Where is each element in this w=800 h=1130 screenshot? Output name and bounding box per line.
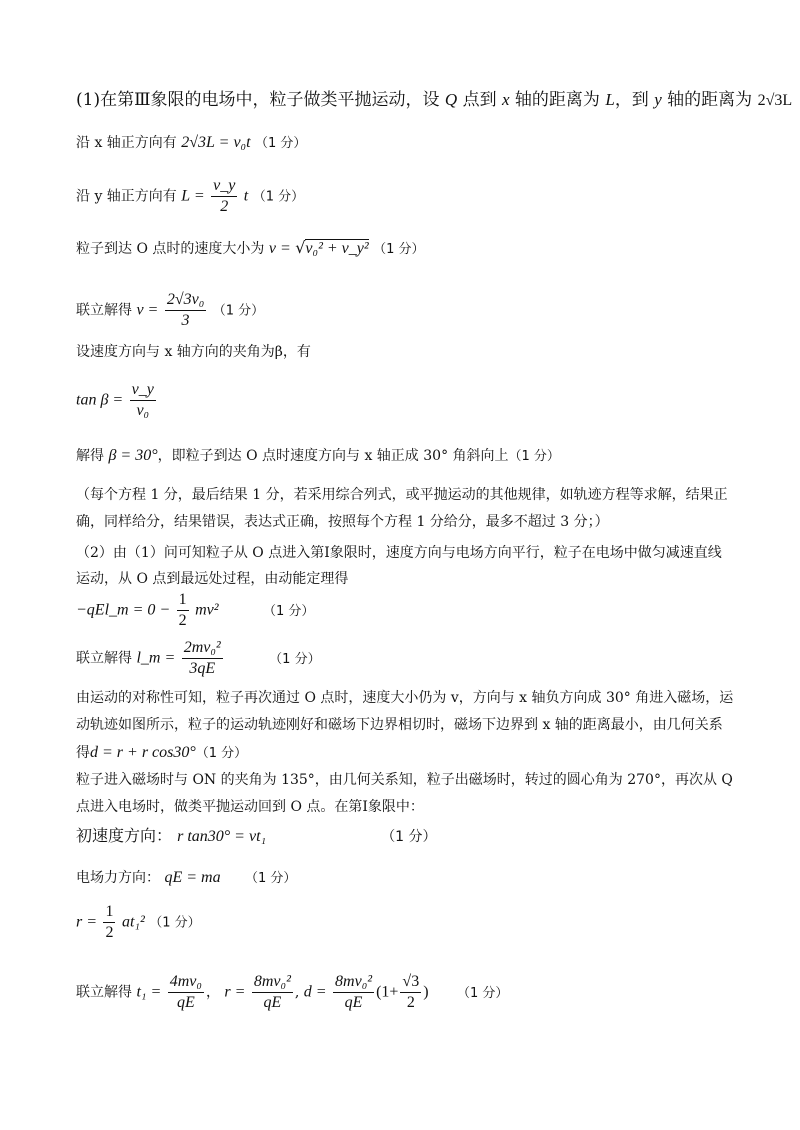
score-label: （1 分）	[195, 746, 248, 761]
equation: t	[243, 187, 249, 205]
numerator: v_y	[211, 176, 237, 197]
score-label: （1 分）	[212, 303, 265, 319]
line-19	[76, 868, 296, 889]
equation: qE = ma	[164, 869, 221, 886]
radical-sign: √	[295, 238, 306, 257]
text: (1)在第Ⅲ象限的电场中，粒子做类平抛运动，设	[76, 90, 445, 110]
equation: 2√3L = v₀t	[181, 134, 251, 151]
equation: 2√3L	[757, 92, 793, 109]
line-18	[76, 826, 437, 847]
line-21: 联立解得 t₁ = $\frac{\text{4mv₀}}{qE}$ ， r = $\frac{\text{8mv₀²}}{qE}$ , d = $\frac{\text{8mv₀²}}{qE}$ (1+ $\frac{√3}{2}$ ) （1 分）	[76, 973, 509, 1011]
denominator: 2	[178, 612, 187, 629]
fraction	[182, 638, 223, 679]
text: 联立解得	[76, 650, 132, 667]
paragraph-line: 粒子进入磁场时与 ON 的夹角为 135°，由几何关系知，粒子出磁场时，转过的圆心角为 270°，再次从 Q	[76, 772, 733, 788]
text: 设速度方向与 x 轴方向的夹角为β，有	[76, 344, 311, 360]
grading-note	[76, 482, 736, 536]
equation: v =	[136, 301, 159, 319]
line-11	[76, 590, 314, 631]
numerator: 2√3v₀	[165, 290, 206, 311]
part-2-intro	[76, 540, 736, 592]
paragraph-line: 动轨迹如图所示，粒子的运动轨迹刚好和磁场下边界相切时，磁场下边界到 x 轴的距离最小，由几何关系	[76, 717, 723, 733]
score-label: （1 分）	[373, 242, 425, 257]
text: 轴的距离为	[661, 90, 758, 110]
denominator: qE	[344, 994, 363, 1011]
line-2	[76, 133, 306, 154]
score-label: （1 分）	[262, 603, 315, 619]
paren-close: )	[423, 983, 429, 1001]
text: 点到	[457, 90, 502, 110]
denominator: v₀	[136, 402, 150, 419]
equation: at₁²	[121, 913, 145, 931]
paragraph-line	[76, 739, 736, 767]
paragraph-line: 运动，从 O 点到最远处过程，由动能定理得	[76, 571, 349, 587]
line-4	[76, 238, 425, 260]
text: 沿 y 轴正方向有	[76, 188, 177, 205]
line-7	[76, 380, 158, 421]
var-x: x	[501, 90, 510, 109]
equation: l_m =	[136, 649, 176, 667]
text: 电场力方向：	[76, 870, 160, 886]
text: 粒子到达 O 点时的速度大小为	[76, 241, 265, 257]
paragraph-line: （2）由（1）问可知粒子从 O 点进入第Ⅰ象限时，速度方向与电场方向平行，粒子在电场中做匀减速直线	[76, 545, 722, 561]
text: 初速度方向：	[76, 826, 173, 845]
var-y: y	[654, 90, 662, 109]
score-label: （1 分）	[269, 651, 321, 667]
numerator: v_y	[130, 380, 156, 401]
text: 轴的距离为	[509, 90, 606, 110]
numerator: 8mv₀²	[252, 972, 293, 993]
fraction	[165, 290, 206, 331]
denominator: 2	[406, 994, 415, 1011]
text: 联立解得	[76, 302, 132, 319]
denominator: 3qE	[189, 660, 216, 677]
score-label: （1 分）	[149, 915, 201, 931]
equation: v =	[268, 240, 291, 257]
line-8	[76, 446, 560, 467]
numerator: 1	[103, 902, 115, 923]
paren-open: (1+	[376, 983, 399, 1001]
score-label: （1 分）	[252, 189, 305, 205]
equation: r =	[224, 983, 246, 1001]
line-6	[76, 342, 311, 362]
numerator: 1	[177, 590, 189, 611]
line-20	[76, 902, 201, 943]
score-label: （1 分）	[381, 829, 437, 845]
text: 联立解得	[76, 984, 132, 1001]
score-label: （1 分）	[245, 871, 297, 886]
note-line-2: 确，同样给分，结果错误，表达式正确，按照每个方程 1 分给分，最多不超过 3 分；）	[76, 514, 609, 530]
denominator: 2	[105, 924, 114, 941]
fraction	[177, 590, 189, 631]
score-label: （1 分）	[456, 985, 509, 1001]
fraction	[400, 972, 421, 1013]
paragraph-line: 点进入电场时，做类平抛运动回到 O 点。在第Ⅰ象限中：	[76, 799, 424, 815]
line-1	[76, 90, 792, 111]
score-label: （1 分）	[508, 449, 560, 464]
score-label: （1 分）	[255, 136, 307, 151]
text: 沿 x 轴正方向有	[76, 135, 177, 151]
fraction	[252, 972, 293, 1013]
equation: −qEl_m = 0 −	[76, 601, 171, 619]
numerator: 4mv₀	[168, 972, 204, 993]
equation: r =	[76, 913, 98, 931]
fraction	[211, 176, 237, 217]
equation: L =	[181, 187, 205, 205]
fraction	[130, 380, 156, 421]
equation: β = 30°	[108, 447, 158, 464]
fraction	[333, 972, 374, 1013]
var-L: L	[605, 90, 615, 109]
denominator: qE	[263, 994, 282, 1011]
denominator: 3	[181, 312, 190, 329]
line-12	[76, 638, 321, 679]
equation: t₁ =	[136, 983, 162, 1001]
text: ，到	[614, 90, 655, 110]
note-line-1: （每个方程 1 分，最后结果 1 分，若采用综合列式，或平抛运动的其他规律，如轨迹方程等求解，结果正	[76, 487, 728, 503]
text: 得	[76, 745, 90, 761]
radicand: v₀² + v_y²	[305, 240, 369, 257]
line-5	[76, 290, 264, 331]
text: ，即粒子到达 O 点时速度方向与 x 轴正成 30° 角斜向上	[157, 448, 509, 464]
text: 解得	[76, 448, 104, 464]
paragraph-line: 由运动的对称性可知，粒子再次通过 O 点时，速度大小仍为 v，方向与 x 轴负方向成 30° 角进入磁场，运	[76, 690, 734, 706]
equation: d =	[303, 983, 327, 1001]
denominator: 2	[220, 198, 229, 215]
fraction	[103, 902, 115, 943]
var-Q: Q	[444, 90, 458, 109]
fraction	[168, 972, 204, 1013]
denominator: qE	[176, 994, 195, 1011]
equation: mv²	[195, 601, 219, 619]
equation: d = r + r cos30°	[90, 744, 196, 761]
numerator: 2mv₀²	[182, 638, 223, 659]
numerator: √3	[400, 972, 421, 993]
line-3	[76, 176, 304, 217]
symmetry-paragraph	[76, 685, 736, 821]
numerator: 8mv₀²	[333, 972, 374, 993]
equation: tan β =	[76, 391, 124, 409]
equation: r tan30° = vt₁	[177, 828, 267, 845]
